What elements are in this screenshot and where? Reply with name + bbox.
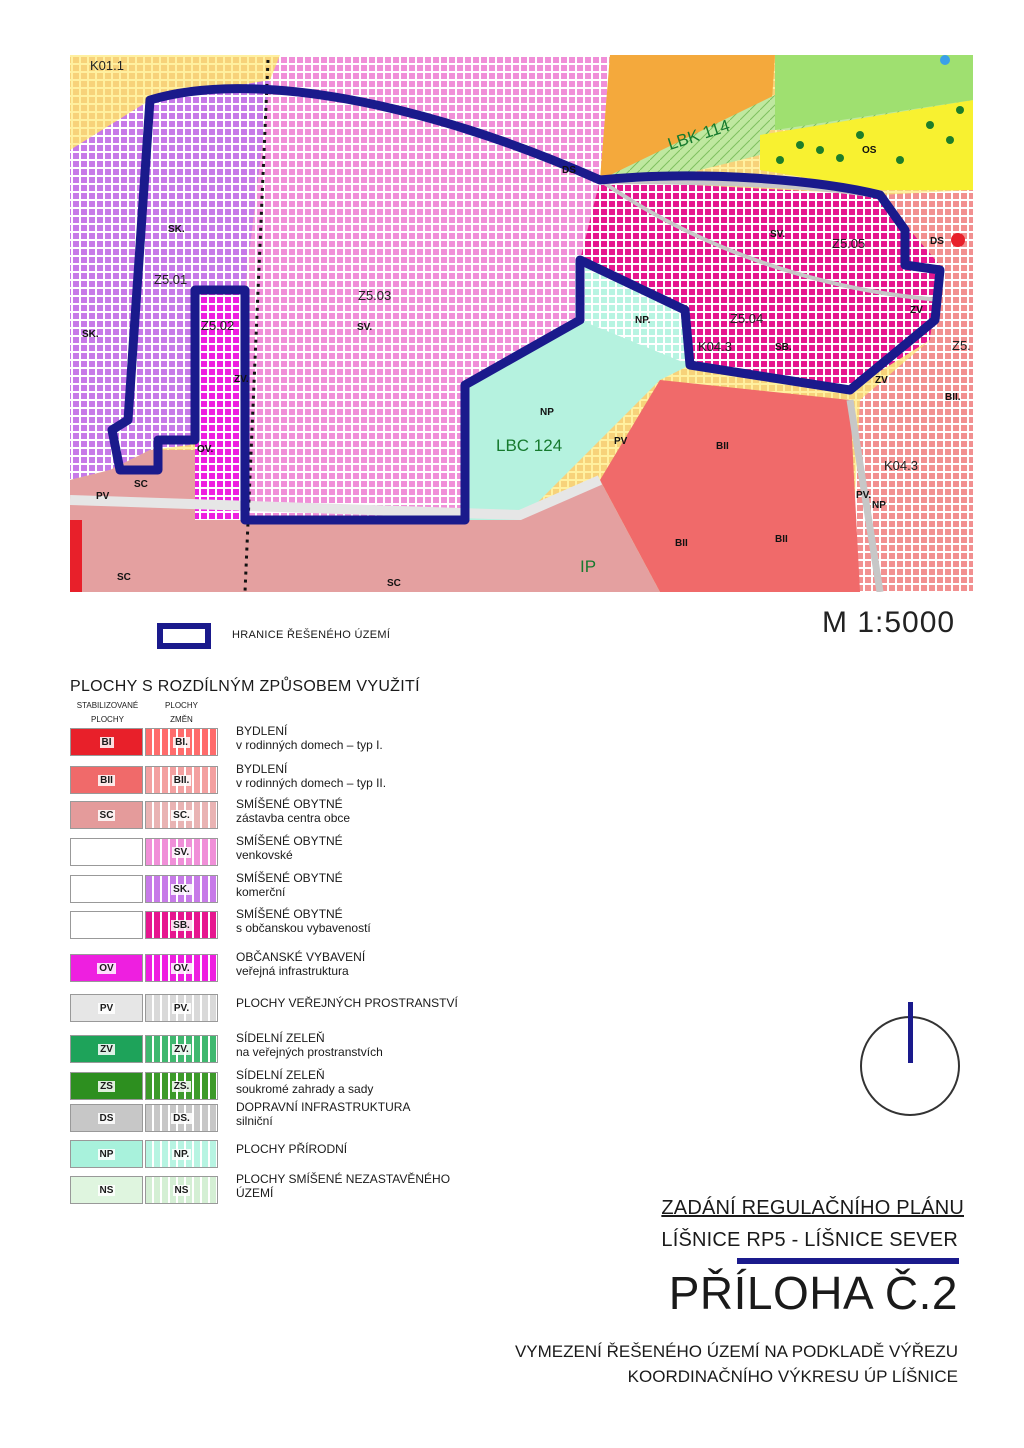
label-sk-west: SK. [82, 329, 99, 340]
legend-code-stabilized [71, 1149, 142, 1160]
legend-swatch-change [145, 801, 218, 829]
legend-swatch-change [145, 1140, 218, 1168]
legend-code-change-text: NS [174, 1185, 189, 1196]
legend-code-change [146, 1149, 217, 1160]
label-sk-north: SK. [168, 224, 185, 235]
legend-code-stabilized-text: DS [99, 1113, 114, 1124]
legend-code-change [146, 1081, 217, 1092]
label-pv-east: PV. [856, 490, 872, 501]
legend-code-stabilized-text: BI [101, 737, 112, 748]
legend-description-line2: ÚZEMÍ [236, 1186, 274, 1200]
legend-swatch-stabilized [70, 1035, 143, 1063]
legend-code-stabilized [71, 737, 142, 748]
legend-code-change-text: SB. [173, 920, 190, 931]
legend-col-changes-line2: ZMĚN [170, 715, 193, 724]
label-pv-west: PV [96, 491, 110, 502]
legend-swatch-stabilized [70, 801, 143, 829]
label-sc-west: SC [134, 479, 148, 490]
legend-description [236, 1031, 383, 1059]
legend-description-line2: soukromé zahrady a sady [236, 1082, 374, 1096]
legend-description [236, 762, 386, 790]
legend-title: PLOCHY S ROZDÍLNÝM ZPŮSOBEM VYUŽITÍ [70, 678, 420, 695]
legend-code-change [146, 847, 217, 858]
label-k04-3-north: K04.3 [698, 339, 732, 354]
legend-code-change [146, 737, 217, 748]
legend-swatch-stabilized [70, 1176, 143, 1204]
legend-description-line1: OBČANSKÉ VYBAVENÍ [236, 950, 366, 964]
legend-description [236, 834, 343, 862]
legend-description-line2: veřejná infrastruktura [236, 964, 349, 978]
legend-swatch-change [145, 1035, 218, 1063]
legend-swatch-change [145, 728, 218, 756]
legend-code-stabilized [71, 1185, 142, 1196]
legend-description-line1: BYDLENÍ [236, 724, 288, 738]
label-z5-05: Z5.05 [832, 236, 866, 251]
title-line1: ZADÁNÍ REGULAČNÍHO PLÁNU [661, 1197, 964, 1219]
legend-description-line1: SÍDELNÍ ZELEŇ [236, 1031, 325, 1045]
legend-description-line1: SMÍŠENÉ OBYTNÉ [236, 797, 343, 811]
label-zv-west: ZV. [234, 374, 249, 385]
label-ip: IP [580, 557, 597, 576]
legend-code-change-text: BI. [175, 737, 188, 748]
north-arrow-needle [908, 1002, 913, 1063]
legend-code-change-text: NP. [173, 1149, 190, 1160]
legend-description [236, 871, 343, 899]
legend-code-stabilized [71, 884, 142, 895]
label-bii-south-1: BII [675, 538, 688, 549]
legend-description [236, 1068, 373, 1096]
legend-code-stabilized-text [105, 920, 109, 931]
legend-code-stabilized [71, 1081, 142, 1092]
legend-code-stabilized [71, 963, 142, 974]
legend-swatch-change [145, 954, 218, 982]
legend-col-stabilized-line1: STABILIZOVANÉ [76, 701, 139, 710]
legend-code-change [146, 1185, 217, 1196]
legend-swatch-change [145, 994, 218, 1022]
legend-swatch-stabilized [70, 766, 143, 794]
legend-description-line1: PLOCHY PŘÍRODNÍ [236, 1142, 348, 1156]
legend-code-stabilized [71, 1003, 142, 1014]
legend-swatch-change [145, 1176, 218, 1204]
legend-code-stabilized-text: ZS [100, 1081, 113, 1092]
legend-col-stabilized [70, 700, 145, 725]
label-ds-north: DS [562, 165, 576, 176]
legend-swatch-change [145, 1104, 218, 1132]
title-description-line2: KOORDINAČNÍHO VÝKRESU ÚP LÍŠNICE [627, 1367, 958, 1386]
legend-swatch-change [145, 838, 218, 866]
red-marker [951, 233, 965, 247]
label-np-north: NP. [635, 315, 651, 326]
label-ds-east: DS [930, 236, 944, 247]
label-pv-center: PV [614, 436, 628, 447]
legend-code-change [146, 1113, 217, 1124]
area-bi [70, 520, 82, 592]
label-z5-cut: Z5. [952, 338, 971, 353]
label-sc-southwest: SC [117, 572, 131, 583]
legend-swatch-stabilized [70, 1104, 143, 1132]
legend-description-line2: komerční [236, 885, 286, 899]
legend-code-stabilized [71, 920, 142, 931]
legend-description-line2: silniční [236, 1114, 273, 1128]
legend-swatch-stabilized [70, 1072, 143, 1100]
legend-swatch-change [145, 1072, 218, 1100]
legend-description-line2: v rodinných domech – typ I. [236, 738, 383, 752]
legend-code-change [146, 963, 217, 974]
legend-code-change-text: SK. [173, 884, 190, 895]
legend-code-change-text: SV. [173, 847, 190, 858]
legend-code-change [146, 920, 217, 931]
legend-code-stabilized-text: OV [99, 963, 114, 974]
legend-code-change-text: ZS. [173, 1081, 190, 1092]
legend-swatch-stabilized [70, 954, 143, 982]
legend-code-change [146, 884, 217, 895]
legend-code-stabilized [71, 1044, 142, 1055]
legend-swatch-change [145, 911, 218, 939]
legend-description [236, 1100, 410, 1128]
label-k01-1: K01.1 [90, 58, 124, 73]
label-lbk: LBK 114 [665, 115, 733, 154]
legend-description-line2: na veřejných prostranstvích [236, 1045, 383, 1059]
label-bii-east: BII. [945, 392, 961, 403]
legend-code-change [146, 1003, 217, 1014]
legend-swatch-change [145, 875, 218, 903]
legend-description-line1: DOPRAVNÍ INFRASTRUKTURA [236, 1100, 411, 1114]
boundary-swatch [157, 623, 211, 649]
legend-code-change-text: OV. [173, 963, 190, 974]
legend-description-line1: PLOCHY SMÍŠENÉ NEZASTAVĚNÉHO [236, 1172, 451, 1186]
title-attachment: PŘÍLOHA Č.2 [668, 1267, 958, 1319]
legend-swatch-stabilized [70, 875, 143, 903]
legend-code-stabilized [71, 810, 142, 821]
legend-description-line2: zástavba centra obce [236, 811, 351, 825]
legend-description [236, 907, 371, 935]
map-extract [70, 55, 973, 592]
legend-code-change [146, 1044, 217, 1055]
legend-code-stabilized-text: NS [99, 1185, 114, 1196]
legend-description-line1: SMÍŠENÉ OBYTNÉ [236, 834, 343, 848]
legend-code-stabilized-text [105, 847, 109, 858]
legend-swatch-stabilized [70, 1140, 143, 1168]
legend-swatch-stabilized [70, 911, 143, 939]
legend-description-line1: SMÍŠENÉ OBYTNÉ [236, 871, 343, 885]
legend-col-stabilized-line2: PLOCHY [91, 715, 124, 724]
legend-description [236, 797, 350, 825]
legend-description [236, 1142, 347, 1156]
legend-col-changes [145, 700, 218, 725]
map-scale: M 1:5000 [822, 606, 956, 639]
legend-description-line2: s občanskou vybaveností [236, 921, 371, 935]
label-ov: OV. [197, 444, 214, 455]
label-zv-east: ZV [910, 305, 923, 316]
title-divider [737, 1258, 959, 1264]
label-np-center: NP [540, 407, 554, 418]
legend-description [236, 1172, 450, 1200]
legend-description-line2: venkovské [236, 848, 293, 862]
legend-description-line1: SMÍŠENÉ OBYTNÉ [236, 907, 343, 921]
legend-swatch-stabilized [70, 838, 143, 866]
legend-swatch-change [145, 766, 218, 794]
label-z5-01: Z5.01 [154, 272, 188, 287]
legend-code-stabilized-text [105, 884, 109, 895]
legend-swatch-stabilized [70, 728, 143, 756]
label-sc-south: SC [387, 578, 401, 589]
title-description [515, 1339, 958, 1389]
legend-code-stabilized-text: SC [99, 810, 114, 821]
label-k04-3-east: K04.3 [884, 458, 918, 473]
label-np-east: NP [872, 500, 886, 511]
label-z5-04: Z5.04 [730, 311, 764, 326]
label-z5-02: Z5.02 [201, 318, 235, 333]
legend-description-line2: v rodinných domech – typ II. [236, 776, 387, 790]
legend-code-stabilized [71, 847, 142, 858]
boundary-label: HRANICE ŘEŠENÉHO ÚZEMÍ [232, 629, 391, 641]
label-sv-center: SV. [357, 322, 373, 333]
legend-description-line1: PLOCHY VEŘEJNÝCH PROSTRANSTVÍ [236, 996, 458, 1010]
label-lbc: LBC 124 [496, 436, 563, 455]
legend-code-change-text: SC. [173, 810, 190, 821]
legend-col-changes-line1: PLOCHY [165, 701, 198, 710]
legend-swatch-stabilized [70, 994, 143, 1022]
label-zv-ne: ZV [875, 375, 888, 386]
legend-code-stabilized-text: NP [99, 1149, 114, 1160]
legend-code-change-text: BII. [173, 775, 190, 786]
label-os: OS [862, 145, 877, 156]
legend-description [236, 724, 383, 752]
legend-code-stabilized [71, 775, 142, 786]
legend-description [236, 950, 365, 978]
label-z5-03: Z5.03 [358, 288, 392, 303]
legend-code-change-text: DS. [173, 1113, 190, 1124]
legend-description-line1: SÍDELNÍ ZELEŇ [236, 1068, 325, 1082]
legend-code-change-text: PV. [173, 1003, 190, 1014]
legend-code-change-text: ZV. [174, 1044, 189, 1055]
legend-code-stabilized [71, 1113, 142, 1124]
legend-code-change [146, 775, 217, 786]
legend-code-stabilized-text: ZV [100, 1044, 113, 1055]
legend-code-stabilized-text: PV [99, 1003, 114, 1014]
legend-description-line1: BYDLENÍ [236, 762, 288, 776]
legend-code-change [146, 810, 217, 821]
title-line2: LÍŠNICE RP5 - LÍŠNICE SEVER [661, 1229, 958, 1251]
legend-code-stabilized-text: BII [100, 775, 113, 786]
label-sv-east: SV. [770, 229, 786, 240]
label-sb: SB. [775, 342, 792, 353]
legend-description [236, 996, 458, 1010]
blue-marker [940, 55, 950, 65]
title-description-line1: VYMEZENÍ ŘEŠENÉHO ÚZEMÍ NA PODKLADĚ VÝŘEZU [514, 1342, 958, 1361]
label-bii-south-2: BII [775, 534, 788, 545]
label-bii-center: BII [716, 441, 729, 452]
